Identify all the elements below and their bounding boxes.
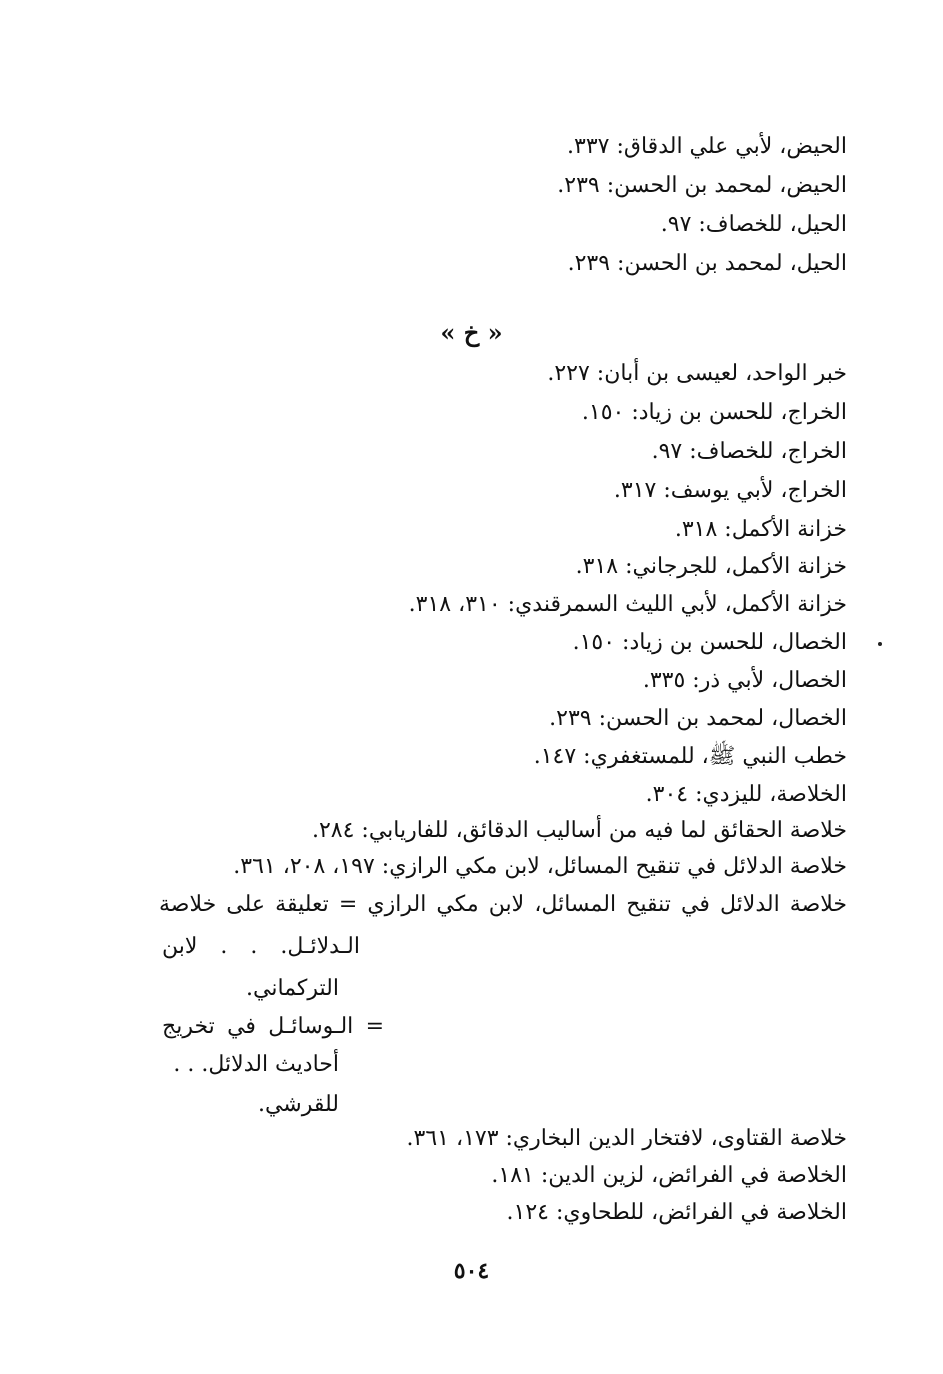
index-entry: خزانة الأكمل، للجرجاني: ٣١٨. xyxy=(575,554,847,579)
index-entry: الخراج، للحسن بن زياد: ١٥٠. xyxy=(581,400,847,425)
index-entry: الخصال، لمحمد بن الحسن: ٢٣٩. xyxy=(549,706,847,731)
index-entry: الخلاصة في الفرائض، لزين الدين: ١٨١. xyxy=(491,1163,847,1188)
index-entry: الحيل، للخصاف: ٩٧. xyxy=(660,212,847,237)
index-entry: الخلاصة، لليزدي: ٣٠٤. xyxy=(645,782,847,807)
margin-dot xyxy=(878,642,882,646)
entry-continuation: أحاديث الدلائل. . . xyxy=(173,1052,339,1077)
index-entry: خلاصة القتاوى، لافتخار الدين البخاري: ١٧٣، ٣٦١. xyxy=(406,1126,847,1151)
index-entry: الخراج، لأبي يوسف: ٣١٧. xyxy=(613,478,847,503)
index-entry: الخلاصة في الفرائض، للطحاوي: ١٢٤. xyxy=(506,1200,847,1225)
entry-continuation: الـدلائـل. . . لابن xyxy=(162,934,360,959)
index-entry: خلاصة الحقائق لما فيه من أساليب الدقائق، للفاريابي: ٢٨٤. xyxy=(311,818,847,843)
section-heading: « خ » xyxy=(440,318,503,347)
index-entry-long: خلاصة الدلائل في تنقيح المسائل، لابن مكي الرازي = تعليقة على خلاصة xyxy=(159,892,847,917)
index-entry: خبر الواحد، لعيسى بن أبان: ٢٢٧. xyxy=(547,361,847,386)
index-entry: خزانة الأكمل، لأبي الليث السمرقندي: ٣١٠، ٣١٨. xyxy=(408,592,847,617)
index-entry: الحيل، لمحمد بن الحسن: ٢٣٩. xyxy=(567,251,847,276)
index-entry: خزانة الأكمل: ٣١٨. xyxy=(674,517,847,542)
entry-continuation: للقرشي. xyxy=(257,1092,339,1117)
entry-continuation: التركماني. xyxy=(246,976,339,1001)
index-entry: الحيض، لمحمد بن الحسن: ٢٣٩. xyxy=(557,173,847,198)
index-entry: خطب النبي ﷺ، للمستغفري: ١٤٧. xyxy=(533,744,847,769)
index-entry: الحيض، لأبي علي الدقاق: ٣٣٧. xyxy=(567,134,847,159)
index-entry: الخراج، للخصاف: ٩٧. xyxy=(651,439,847,464)
index-entry: الخصال، لأبي ذر: ٣٣٥. xyxy=(642,668,847,693)
page-number: ٥٠٤ xyxy=(453,1258,490,1284)
index-entry: الخصال، للحسن بن زياد: ١٥٠. xyxy=(572,630,847,655)
index-entry: خلاصة الدلائل في تنقيح المسائل، لابن مكي الرازي: ١٩٧، ٢٠٨، ٣٦١. xyxy=(233,854,847,879)
entry-continuation: = الـوسائـل في تخريج xyxy=(162,1014,384,1039)
